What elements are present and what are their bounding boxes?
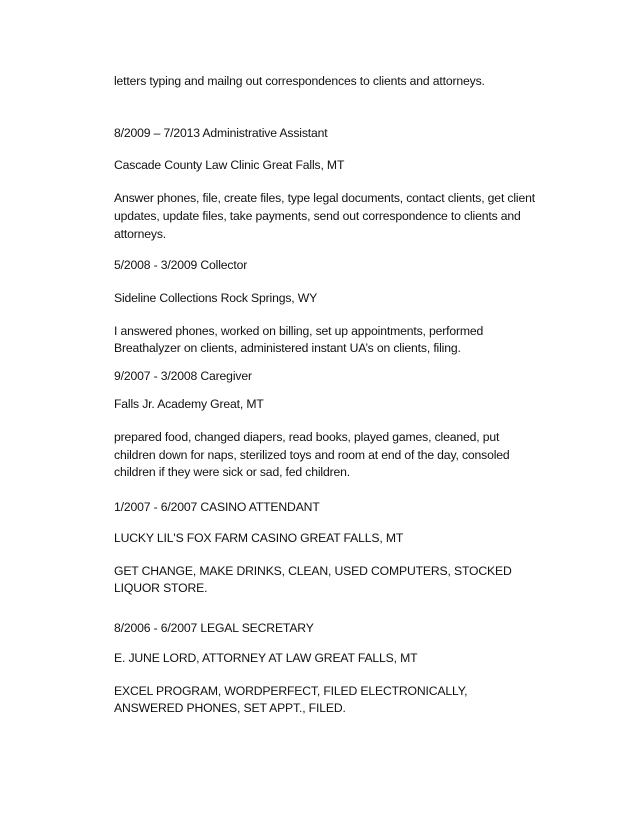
entry-employer: Falls Jr. Academy Great, MT <box>114 397 264 411</box>
entry-employer: E. JUNE LORD, ATTORNEY AT LAW GREAT FALLS, MT <box>114 651 418 665</box>
entry-description-line: prepared food, changed diapers, read books, played games, cleaned, put <box>114 430 500 444</box>
entry-description-line: I answered phones, worked on billing, set up appointments, performed <box>114 324 484 338</box>
entry-employer: LUCKY LIL'S FOX FARM CASINO GREAT FALLS, MT <box>114 531 404 545</box>
entry-heading: 5/2008 - 3/2009 Collector <box>114 258 248 272</box>
entry-description-line: ANSWERED PHONES, SET APPT., FILED. <box>114 701 346 715</box>
entry-description-line: EXCEL PROGRAM, WORDPERFECT, FILED ELECTRONICALLY, <box>114 684 468 698</box>
entry-heading: 8/2009 – 7/2013 Administrative Assistant <box>114 126 328 140</box>
entry-description-line: LIQUOR STORE. <box>114 581 208 595</box>
entry-description-line: updates, update files, take payments, send out correspondence to clients and <box>114 209 521 223</box>
entry-description-line: Answer phones, file, create files, type legal documents, contact clients, get client <box>114 191 535 205</box>
entry-description-line: children if they were sick or sad, fed children. <box>114 465 350 479</box>
entry-description-line: GET CHANGE, MAKE DRINKS, CLEAN, USED COMPUTERS, STOCKED <box>114 564 512 578</box>
entry-heading: 1/2007 - 6/2007 CASINO ATTENDANT <box>114 500 320 514</box>
entry-employer: Sideline Collections Rock Springs, WY <box>114 291 318 305</box>
entry-description-line: Breathalyzer on clients, administered instant UA’s on clients, filing. <box>114 341 461 355</box>
intro-line: letters typing and mailng out correspondences to clients and attorneys. <box>114 74 485 88</box>
entry-description-line: attorneys. <box>114 227 167 241</box>
entry-heading: 9/2007 - 3/2008 Caregiver <box>114 369 252 383</box>
entry-description-line: children down for naps, sterilized toys and room at end of the day, consoled <box>114 448 510 462</box>
entry-employer: Cascade County Law Clinic Great Falls, MT <box>114 158 345 172</box>
entry-heading: 8/2006 - 6/2007 LEGAL SECRETARY <box>114 621 314 635</box>
